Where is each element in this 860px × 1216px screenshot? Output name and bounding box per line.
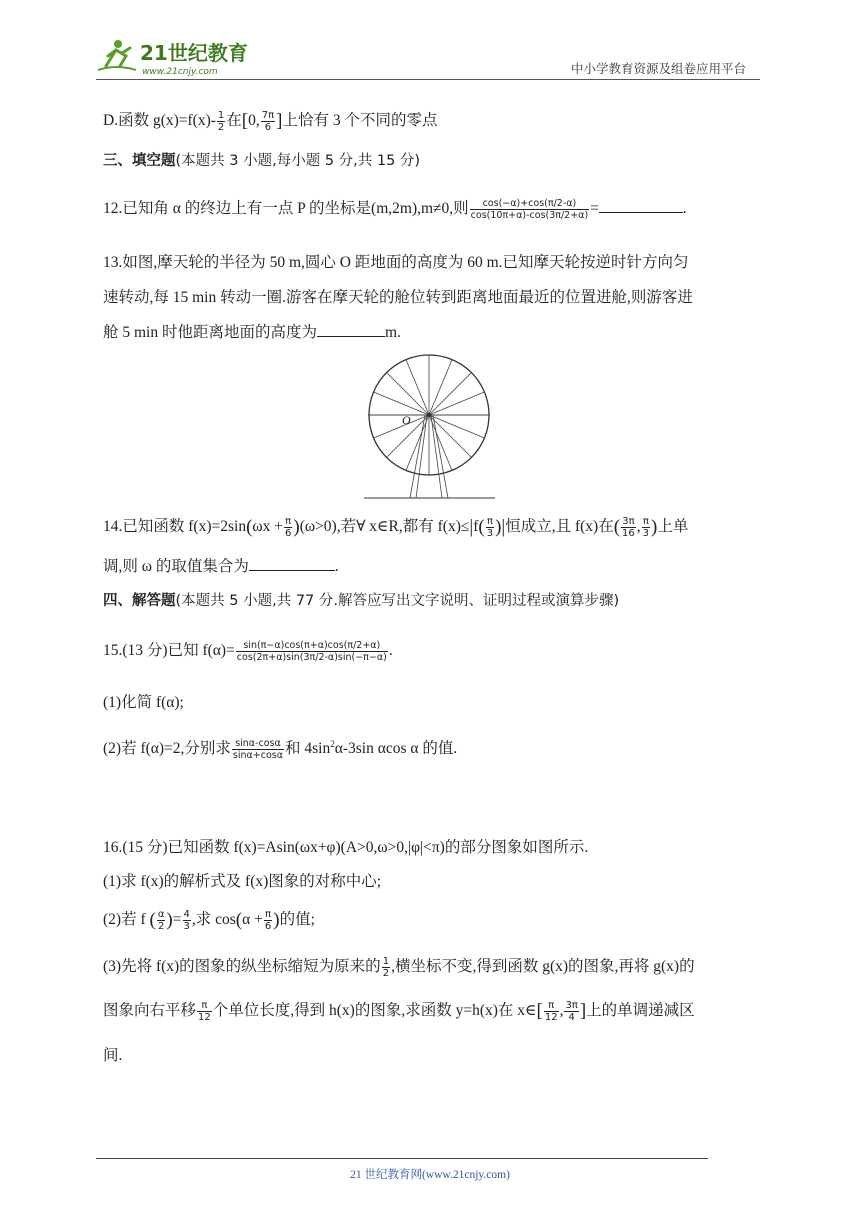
wheel-spoke (387, 373, 429, 415)
site-logo (96, 36, 266, 78)
q13-answer-blank[interactable] (317, 322, 385, 337)
q16-part-3-cont: 图象向右平移 $\frac{\pi}{12}$ 个单位长度,得到 h(x)的图象,求函数 y=h(x)在 x∈[ $\frac{\pi}{12}$ , $\frac{3\pi}{4}$ ]上的单调递减区 (103, 1000, 695, 1023)
q16-part-3: (3)先将 f(x)的图象的纵坐标缩短为原来的 $\frac{1}{2}$ ,横坐标不变,得到函数 g(x)的图象,再将 g(x)的 (103, 956, 695, 979)
logo-url: www.21cnjy.com (142, 67, 218, 77)
q16-part-1: (1)求 f(x)的解析式及 f(x)图象的对称中心; (103, 873, 382, 890)
section-4-heading: 四、解答题(本题共 5 小题,共 77 分.解答应写出文字说明、证明过程或演算步骤) (103, 593, 620, 609)
question-15: 15.(13 分)已知 f(α)= $\frac{\sin(\pi-\alpha)\cos(\pi+\alpha)\cos(\pi/2+\alpha)}{\cos(2\pi+\alpha)\sin(3\pi/2-\alpha)\sin(-\pi-\alpha)}$ . (103, 640, 393, 663)
q15-part-1: (1)化简 f(α); (103, 694, 184, 711)
q13-line-2: 速转动,每 15 min 转动一圈.游客在摩天轮的舱位转到距离地面最近的位置进舱,则游客进 (103, 289, 693, 306)
question-12: 12.已知角 α 的终边上有一点 P 的坐标是(m,2m),m≠0,则 $\frac{\cos(-\alpha)+\cos(\pi/2-\alpha)}{\cos(10\pi+\alpha)-\cos(3\pi/2+\alpha)}$ = . (103, 198, 687, 221)
q16-line-1: 16.(15 分)已知函数 f(x)=Asin(ωx+φ)(A>0,ω>0,|φ|<π)的部分图象如图所示. (103, 839, 589, 856)
header-platform-text: 中小学教育资源及组卷应用平台 (571, 61, 747, 76)
wheel-spoke (429, 373, 471, 415)
wheel-spoke (429, 415, 471, 457)
q15-part-2: (2)若 f(α)=2,分别求 $\frac{\sin\alpha-\cos\alpha}{\sin\alpha+\cos\alpha}$ 和 $4\sin^2\alpha-3\sin$ αcos α 的值. (103, 738, 458, 762)
question-14-line-1: 14.已知函数 f(x)=2sin(ωx + $\frac{\pi}{6}$ )(ω>0),若∀ x∈R,都有 f(x)≤|f( $\frac{\pi}{3}$ )|恒成立,且 f(x)在( $\frac{3\pi}{16}$ , $\frac{\pi}{3}$ )上单 (103, 516, 689, 539)
center-o-label: O (402, 413, 411, 427)
q16-part-3-end: 间. (103, 1047, 123, 1064)
q15-fraction: $\frac{\sin(\pi-\alpha)\cos(\pi+\alpha)\cos(\pi/2+\alpha)}{\cos(2\pi+\alpha)\sin(3\pi/2-\alpha)\sin(-\pi-\alpha)}$ (236, 640, 387, 663)
q12-fraction: $\frac{\cos(-\alpha)+\cos(\pi/2-\alpha)}{\cos(10\pi+\alpha)-\cos(3\pi/2+\alpha)}$ (470, 198, 589, 221)
q13-line-3: 舱 5 min 时他距离地面的高度为 m. (103, 324, 401, 341)
q11d-half: $\frac{1}{2}$ (217, 110, 225, 133)
q14-answer-blank[interactable] (249, 556, 335, 571)
section-3-heading: 三、填空题(本题共 3 小题,每小题 5 分,共 15 分) (103, 153, 421, 169)
logo-text: 21世纪教育 (140, 41, 248, 65)
q13-line-1: 13.如图,摩天轮的半径为 50 m,圆心 O 距地面的高度为 60 m.已知摩天轮按逆时针方向匀 (103, 254, 689, 271)
question-14-line-2: 调,则 ω 的取值集合为 . (103, 558, 339, 575)
q11-option-d: D.函数 g(x)=f(x)- $\frac{1}{2}$ 在[0, $\frac{7\pi}{6}$ ]上恰有 3 个不同的零点 (103, 110, 438, 133)
q11d-prefix: D.函数 g(x)=f(x)- (103, 112, 216, 130)
q12-answer-blank[interactable] (599, 198, 683, 213)
header-divider (96, 79, 760, 80)
q11d-frac: $\frac{7\pi}{6}$ (261, 110, 275, 133)
footer-divider (96, 1158, 708, 1159)
ferris-wheel-figure (358, 352, 503, 502)
q16-part-2: (2)若 f ( $\frac{\alpha}{2}$ )= $\frac{4}{3}$ ,求 cos(α + $\frac{\pi}{6}$ )的值; (103, 909, 315, 932)
footer-text[interactable]: 21 世纪教育网(www.21cnjy.com) (350, 1169, 510, 1181)
